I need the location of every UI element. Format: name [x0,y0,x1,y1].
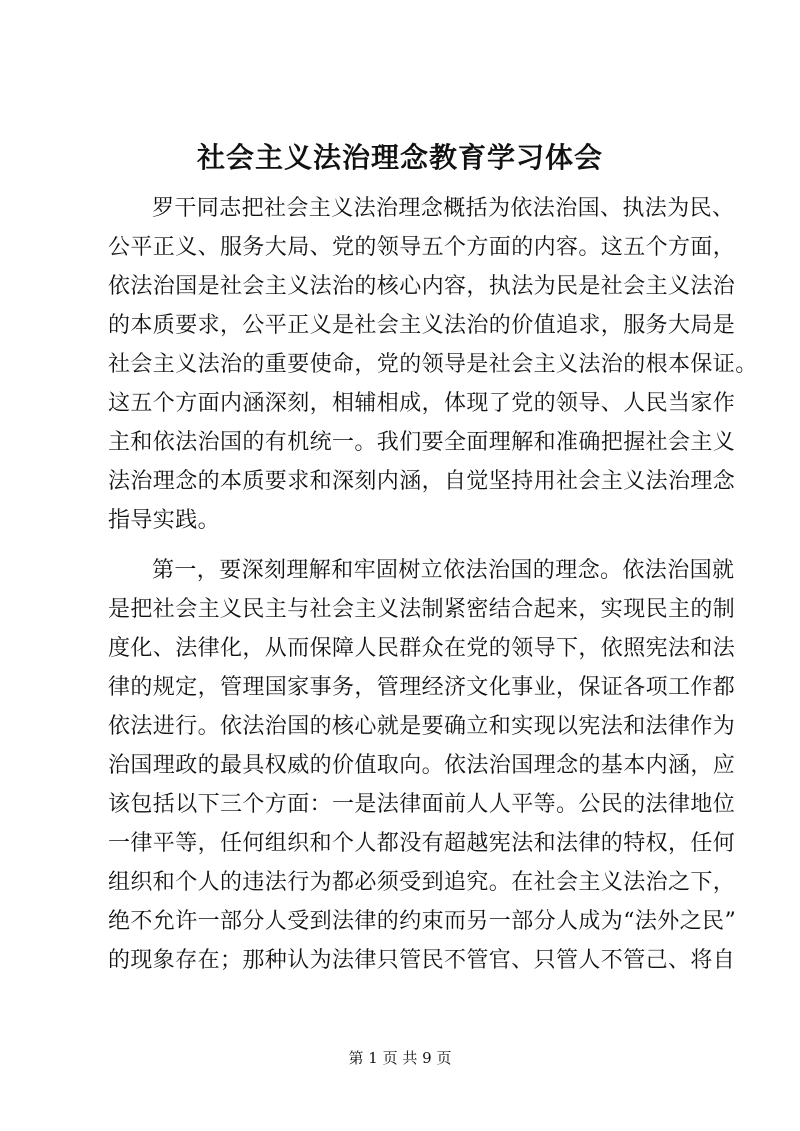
document-title: 社会主义法治理念教育学习体会 [196,141,603,174]
text-line: 公平正义、服务大局、党的领导五个方面的内容。这五个方面， [108,235,736,260]
text-line: 指导实践。 [108,508,221,533]
text-line: 第一，要深刻理解和牢固树立依法治国的理念。依法治国就 [152,558,735,583]
text-line: 组织和个人的违法行为都必须受到追究。在社会主义法治之下， [108,870,736,895]
text-line: 律的规定，管理国家事务，管理经济文化事业，保证各项工作都 [108,675,736,700]
text-line: 罗干同志把社会主义法治理念概括为依法治国、执法为民、 [152,196,735,221]
text-line: 度化、法律化，从而保障人民群众在党的领导下，依照宪法和法 [108,636,736,661]
text-line: 该包括以下三个方面：一是法律面前人人平等。公民的法律地位 [108,792,736,817]
text-line: 依法进行。依法治国的核心就是要确立和实现以宪法和法律作为 [108,714,736,739]
text-line: 依法治国是社会主义法治的核心内容，执法为民是社会主义法治 [108,274,736,299]
text-line: 绝不允许一部分人受到法律的约束而另一部分人成为“法外之民” [108,909,737,934]
page-footer: 第 1 页 共 9 页 [348,1049,452,1067]
text-line: 主和依法治国的有机统一。我们要全面理解和准确把握社会主义 [108,430,736,455]
text-line: 法治理念的本质要求和深刻内涵，自觉坚持用社会主义法治理念 [108,469,736,494]
text-line: 的现象存在；那种认为法律只管民不管官、只管人不管己、将自 [108,948,736,973]
text-line: 这五个方面内涵深刻，相辅相成，体现了党的领导、人民当家作 [108,391,736,416]
text-line: 治国理政的最具权威的价值取向。依法治国理念的基本内涵，应 [108,753,736,778]
text-line: 社会主义法治的重要使命，党的领导是社会主义法治的根本保证。 [108,352,758,377]
text-line: 是把社会主义民主与社会主义法制紧密结合起来，实现民主的制 [108,597,736,622]
text-line: 的本质要求，公平正义是社会主义法治的价值追求，服务大局是 [108,313,736,338]
text-line: 一律平等，任何组织和个人都没有超越宪法和法律的特权，任何 [108,831,736,856]
